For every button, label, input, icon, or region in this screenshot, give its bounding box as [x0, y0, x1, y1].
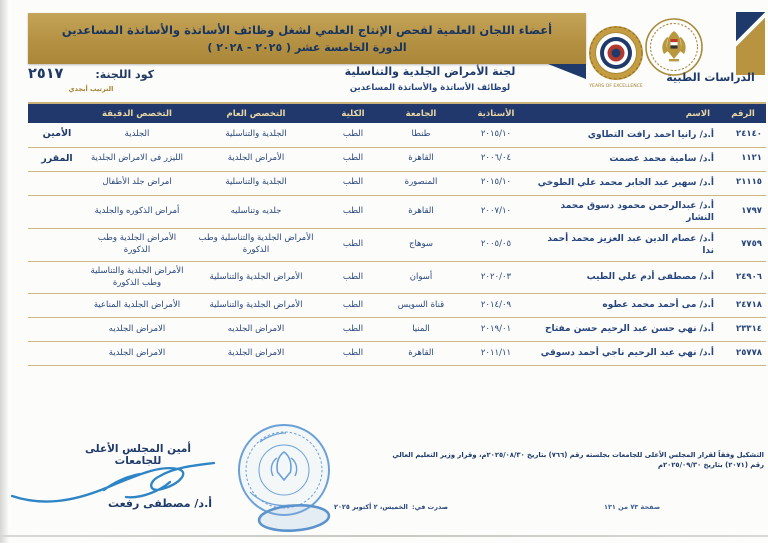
cell-fine-specialty: الجلدية [86, 123, 188, 147]
cell-role [28, 342, 86, 366]
table-row [28, 318, 766, 342]
cell-general-specialty: الجلدية والتناسلية [188, 171, 324, 195]
cell-role [28, 228, 86, 261]
cell-faculty: الطب [324, 294, 382, 318]
cell-name: أ.د/ عبدالرحمن محمود دسوق محمد النشار [532, 195, 720, 228]
cell-faculty: الطب [324, 262, 382, 294]
cell-university: أسوان [382, 262, 460, 294]
official-round-stamp [220, 422, 352, 538]
cell-professorship: ٢٠١١/١١ [460, 342, 532, 366]
cell-role [28, 318, 86, 342]
table-row [28, 294, 766, 318]
cell-university: القاهرة [382, 342, 460, 366]
cell-role [28, 262, 86, 294]
formation-decree-text: التشكيل وفقاً لقرار المجلس الأعلى للجامعات بجلسته رقم (٧٦٦) بتاريخ ٢٠٢٥/٠٨/٣٠م، وقرار وزير التعليم العالي رقم (٢٠٧١) بتاريخ ٢٠٢٥/٠٩/٣٠م [392, 451, 764, 470]
table-row [28, 342, 766, 366]
cell-professorship: ٢٠١٤/٠٩ [460, 294, 532, 318]
committee-code-label: كود اللجنة: [95, 67, 154, 81]
excellence-badge-text: YEARS OF EXCELLENCE [589, 84, 643, 89]
cell-professorship: ٢٠١٥/١٠ [460, 171, 532, 195]
cell-name: أ.د/ مى أحمد محمد عطوه [532, 294, 720, 318]
cell-university: القاهرة [382, 147, 460, 171]
cell-general-specialty: الامراض الجلدية [188, 342, 324, 366]
cell-university: قناة السويس [382, 294, 460, 318]
cell-number: ٢١١١٥ [720, 171, 766, 195]
column-header: الاسم [532, 103, 720, 123]
banner-session: الدورة الخامسة عشر ( ٢٠٢٥ - ٢٠٢٨ ) [207, 41, 407, 54]
title-banner [28, 13, 586, 64]
cell-faculty: الطب [324, 123, 382, 147]
cell-faculty: الطب [324, 342, 382, 366]
cell-general-specialty: جلديه وتناسليه [188, 195, 324, 228]
column-header: الجامعة [382, 103, 460, 123]
cell-fine-specialty: أمراض الذكوره والجلدية [86, 195, 188, 228]
cell-general-specialty: الأمراض الجلدية [188, 147, 324, 171]
cell-name: أ.د/ سهير عبد الجابر محمد علي الطوخي [532, 171, 720, 195]
cell-name: أ.د/ رانيا احمد رافت التطاوي [532, 123, 720, 147]
committee-name: لجنة الأمراض الجلدية والتناسلية [344, 65, 516, 78]
committee-code-value: ٢٥١٧ [28, 66, 64, 82]
cell-number: ٢٤٩٠٦ [720, 262, 766, 294]
column-header: الرقم [720, 103, 766, 123]
cell-role [28, 294, 86, 318]
cell-university: المنصورة [382, 171, 460, 195]
cell-role: الأمين [28, 123, 86, 147]
cell-general-specialty: الأمراض الجلدية والتناسلية [188, 294, 324, 318]
cell-name: أ.د/ سامية محمد عصمت [532, 147, 720, 171]
cell-role [28, 171, 86, 195]
cell-university: القاهرة [382, 195, 460, 228]
cell-number: ١١٢١ [720, 147, 766, 171]
issued-value: الخميس، ٢ أكتوبر ٢٠٢٥ [334, 503, 408, 511]
table-row [28, 147, 766, 171]
committee-code-box [28, 66, 154, 93]
cell-role [28, 195, 86, 228]
cell-general-specialty: الأمراض الجلدية والتناسلية [188, 262, 324, 294]
cell-professorship: ٢٠١٥/١٠ [460, 123, 532, 147]
cell-professorship: ٢٠٢٠/٠٣ [460, 262, 532, 294]
cell-name: أ.د/ نهي حسن عبد الرحيم حسن مفتاح [532, 318, 720, 342]
cell-fine-specialty: الأمراض الجلدية المناعية [86, 294, 188, 318]
cell-university: المنيا [382, 318, 460, 342]
cell-university: طنطا [382, 123, 460, 147]
committee-header [298, 65, 562, 93]
table-body [28, 123, 766, 366]
cell-general-specialty: الامراض الجلديه [188, 318, 324, 342]
table-header-row [28, 103, 766, 123]
cell-fine-specialty: الأمراض الجلدية وطب الذكورة [86, 228, 188, 261]
cell-professorship: ٢٠٠٧/١٠ [460, 195, 532, 228]
column-header: الكلية [324, 103, 382, 123]
banner-title: أعضاء اللجان العلمية لفحص الإنتاج العلمي لشغل وظائف الأساتذة والأساتذة المساعدين [61, 23, 553, 37]
cell-name: أ.د/ مصطفى أدم علي الطيب [532, 262, 720, 294]
column-header: التخصص العام [188, 103, 324, 123]
members-table-wrap [28, 102, 766, 366]
table-row [28, 228, 766, 261]
cell-faculty: الطب [324, 228, 382, 261]
cell-number: ٢٤١٤٠ [720, 123, 766, 147]
column-header: الأستاذية [460, 103, 532, 123]
corner-ornament [736, 12, 765, 75]
cell-university: سوهاج [382, 228, 460, 261]
alphabetical-order-note: الترتيب أبجدي [68, 85, 114, 93]
cell-name: أ.د/ عصام الدين عبد العزيز محمد أحمد ندا [532, 228, 720, 261]
cell-professorship: ٢٠٠٥/٠٥ [460, 228, 532, 261]
table-row [28, 171, 766, 195]
cell-professorship: ٢٠١٩/٠١ [460, 318, 532, 342]
members-table [28, 102, 766, 366]
secretary-name: أ.د/ مصطفى رفعت [107, 497, 213, 510]
cell-faculty: الطب [324, 318, 382, 342]
category-label: الدراسات الطبية [666, 71, 755, 84]
cell-fine-specialty: الامراض الجلديه [86, 318, 188, 342]
cell-general-specialty: الجلدية والتناسلية [188, 123, 324, 147]
column-header: التخصص الدقيقة [86, 103, 188, 123]
cell-role: المقرر [28, 147, 86, 171]
issued-date-line [334, 503, 448, 511]
cell-number: ٢٣٣١٤ [720, 318, 766, 342]
cell-fine-specialty: الليزر فى الامراض الجلدية [86, 147, 188, 171]
cell-fine-specialty: الأمراض الجلدية والتناسلية وطب الذكورة [86, 262, 188, 294]
cell-general-specialty: الأمراض الجلدية والتناسلية وطب الذكورة [188, 228, 324, 261]
cell-number: ٧٧٥٩ [720, 228, 766, 261]
secretary-title: أمين المجلس الأعلى للجامعات [85, 443, 191, 467]
table-row [28, 123, 766, 147]
column-header-role [28, 103, 86, 123]
scan-edge-bottom [0, 535, 768, 537]
cell-faculty: الطب [324, 195, 382, 228]
cell-fine-specialty: الامراض الجلدية [86, 342, 188, 366]
cell-professorship: ٢٠٠٦/٠٤ [460, 147, 532, 171]
cell-number: ١٧٩٧ [720, 195, 766, 228]
excellence-badge-icon [586, 24, 646, 96]
cell-faculty: الطب [324, 147, 382, 171]
cell-faculty: الطب [324, 171, 382, 195]
cell-number: ٢٥٧٧٨ [720, 342, 766, 366]
cell-number: ٢٤٧١٨ [720, 294, 766, 318]
committee-subtitle: لوظائف الأساتذة والأساتذة المساعدين [349, 83, 511, 93]
table-row [28, 195, 766, 228]
table-row [28, 262, 766, 294]
issued-label: صدرت في: [411, 503, 448, 511]
cell-fine-specialty: امراض جلد الأطفال [86, 171, 188, 195]
cell-name: أ.د/ نهي عبد الرحيم ناجي أحمد دسوقي [532, 342, 720, 366]
page-number: صفحة ٧٣ من ١٣١ [604, 503, 661, 511]
